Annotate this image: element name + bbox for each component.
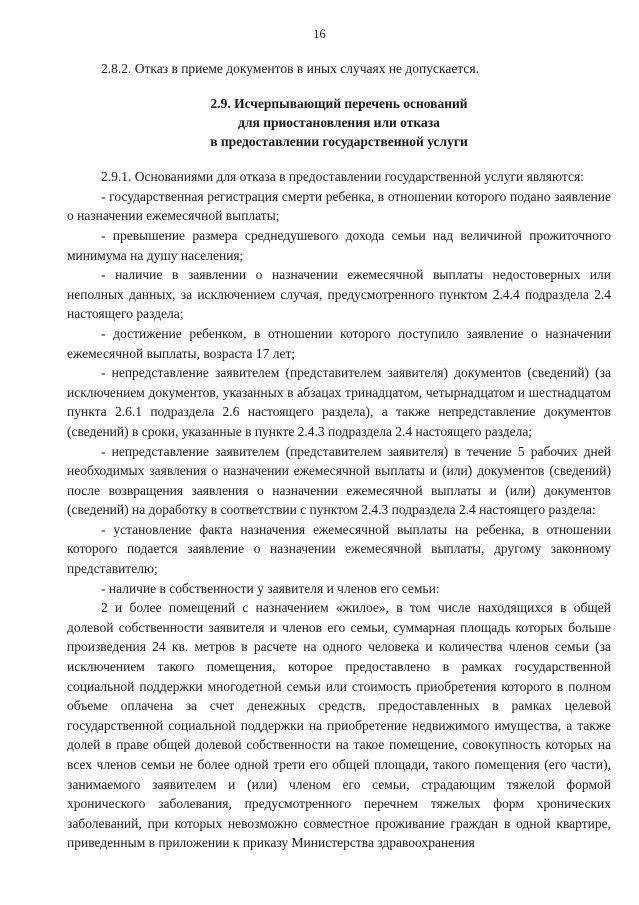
paragraph-2-8-2: 2.8.2. Отказ в приеме документов в иных случаях не допускается. [101,61,479,76]
heading-line-2: для приостановления или отказа [238,114,440,130]
document-body [67,59,611,853]
heading-line-3: в предоставлении государственной услуги [210,134,468,149]
list-item-age-17: - достижение ребенком, в отношении которого поступило заявление о назначении ежемесячной выплаты, возраста 17 лет; [67,325,611,361]
heading-line-1: 2.9. Исчерпывающий перечень оснований [210,95,468,111]
list-item-documents-not-provided: - непредставление заявителем (представителем заявителя) документов (сведений) (за исключением документов, указанных в абзацах тринадцатом, четырнадцатом и шестнадцатом пункта 2.6.1 подраздела 2.6 настоящего раздела), а также непредставление документов (сведений) в сроки, указанные в пункте 2.4.3 подраздела 2.4 настоящего раздела; [67,365,611,439]
page-number: 16 [313,27,326,41]
list-item-income-excess: - превышение размера среднедушевого дохода семьи над величиной прожиточного минимума на душу населения; [67,227,611,263]
list-item-property-ownership: - наличие в собственности у заявителя и членов его семьи: [101,580,440,596]
paragraph-2-9-1: 2.9.1. Основаниями для отказа в предоставлении государственной услуги являются: [101,169,584,185]
list-item-child-death: - государственная регистрация смерти ребенка, в отношении которого подано заявление о назначении ежемесячной выплаты; [67,188,611,224]
section-heading-2-9 [67,94,611,152]
list-item-other-representative: - установление факта назначения ежемесячной выплаты на ребенка, в отношении которого подается заявление о назначении ежемесячной выплаты, другому законному представителю; [67,521,611,577]
paragraph-residential-premises: 2 и более помещений с назначением «жилое», в том числе находящихся в общей долевой собственности заявителя и членов его семьи, суммарная площадь которых больше произведения 24 кв. метров в расчете на одного человека и количества членов семьи (за исключением такого помещения, которое предоставлено в рамках государственной социальной поддержки многодетной семьи или стоимость приобретения которого в полном объеме оплачена за счет денежных средств, предоставленных в рамках целевой государственной социальной поддержки на приобретение недвижимого имущества, а также долей в праве общей долевой собственности на такое помещение, совокупность которых на всех членов семьи не более одной трети его общей площади, такого помещения (его части), занимаемого заявителем и (или) членом его семьи, страдающим тяжелой формой хронического заболевания, предусмотренного перечнем тяжелых форм хронических заболеваний, при которых невозможно совместное проживание граждан в одной квартире, приведенным в приложении к приказу Министерства здравоохранения [67,600,611,851]
list-item-rework-not-returned: - непредставление заявителем (представителем заявителя) в течение 5 рабочих дней необходимых заявления о назначении ежемесячной выплаты и (или) документов (сведений) после возвращения заявления о назначении ежемесячной выплаты и (или) документов (сведений) на доработку в соответствии с пунктом 2.4.3 подраздела 2.4 настоящего раздела: [67,443,611,518]
list-item-incomplete-data: - наличие в заявлении о назначении ежемесячной выплаты недостоверных или неполных данных, за исключением случая, предусмотренного пунктом 2.4.4 подраздела 2.4 настоящего раздела; [67,267,611,322]
